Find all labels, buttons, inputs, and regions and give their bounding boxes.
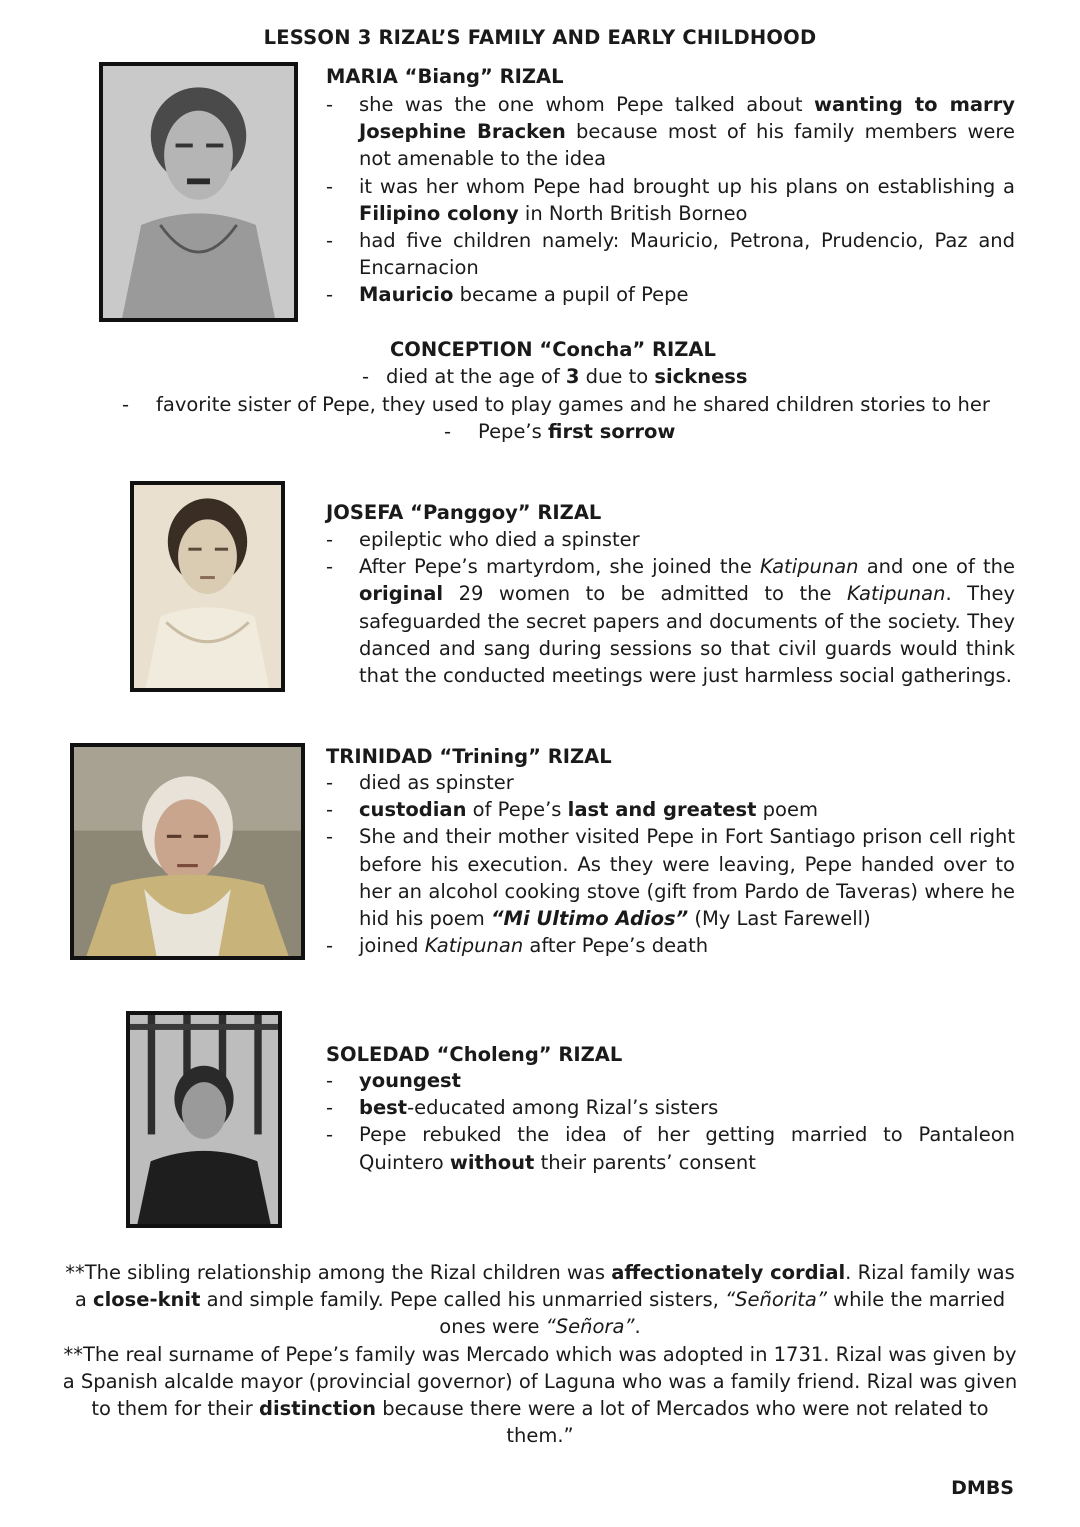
list-item: - youngest [326,1067,1015,1094]
soledad-portrait [126,1011,282,1228]
concepcion-line-3: - Pepe’s first sorrow [444,420,676,443]
portrait-josefa-photo [134,485,281,688]
josefa-bullets [326,526,1015,689]
trinidad-name: TRINIDAD “Trining” RIZAL [326,745,612,768]
list-item: - custodian of Pepe’s last and greatest poem [326,796,1015,823]
list-item: - She and their mother visited Pepe in Fort Santiago prison cell right before his execution. As they were leaving, Pepe handed over to her an alcohol cooking stove (gift from Pardo de Taveras) where he hid his poem “Mi Ultimo Adios” (My Last Farewell) [326,823,1015,932]
portrait-trinidad-photo [74,747,301,956]
soledad-bullets [326,1067,1015,1176]
list-item: - After Pepe’s martyrdom, she joined the Katipunan and one of the original 29 women to be admitted to the Katipunan. They safeguarded the secret papers and documents of the society. They danced and sang during sessions so that civil guards would think that the conducted meetings were just harmless social gatherings. [326,553,1015,689]
josefa-portrait [130,481,285,692]
portrait-soledad-photo [130,1015,278,1224]
maria-bullets [326,91,1015,309]
list-item: - joined Katipunan after Pepe’s death [326,932,1015,959]
footer-initials: DMBS [951,1477,1014,1499]
list-item: - Pepe rebuked the idea of her getting married to Pantaleon Quintero without their parents’ consent [326,1121,1015,1175]
list-item: - it was her whom Pepe had brought up his plans on establishing a Filipino colony in North British Borneo [326,173,1015,227]
soledad-name: SOLEDAD “Choleng” RIZAL [326,1043,623,1066]
list-item: - best-educated among Rizal’s sisters [326,1094,1015,1121]
list-item: - had five children namely: Mauricio, Petrona, Prudencio, Paz and Encarnacion [326,227,1015,281]
notes [60,1259,1020,1449]
note-sibling-relationship: **The sibling relationship among the Rizal children was affectionately cordial. Rizal family was a close-knit and simple family. Pepe called his unmarried sisters, “Señorita” while the married ones were “Señora”. [65,1261,1015,1339]
list-item: - she was the one whom Pepe talked about wanting to marry Josephine Bracken because most of his family members were not amenable to the idea [326,91,1015,173]
list-item: - Mauricio became a pupil of Pepe [326,281,1015,308]
concepcion-line-1: - died at the age of 3 due to sickness [362,365,748,388]
maria-portrait [99,62,298,322]
note-surname: **The real surname of Pepe’s family was Mercado which was adopted in 1731. Rizal was given by a Spanish alcalde mayor (provincial governor) of Laguna who was a family friend. Rizal was given to them for their distinction because there were a lot of Mercados who were not related to them.” [62,1342,1018,1448]
maria-name: MARIA “Biang” RIZAL [326,65,564,88]
portrait-maria-photo [103,66,294,318]
trinidad-bullets [326,769,1015,959]
list-item: - epileptic who died a spinster [326,526,1015,553]
page-title: LESSON 3 RIZAL’S FAMILY AND EARLY CHILDHOOD [263,26,817,49]
josefa-name: JOSEFA “Panggoy” RIZAL [326,501,602,524]
concepcion-line-2: - favorite sister of Pepe, they used to play games and he shared children stories to her [122,393,990,416]
trinidad-portrait [70,743,305,960]
concepcion-name: CONCEPTION “Concha” RIZAL [390,338,716,361]
list-item: - died as spinster [326,769,1015,796]
